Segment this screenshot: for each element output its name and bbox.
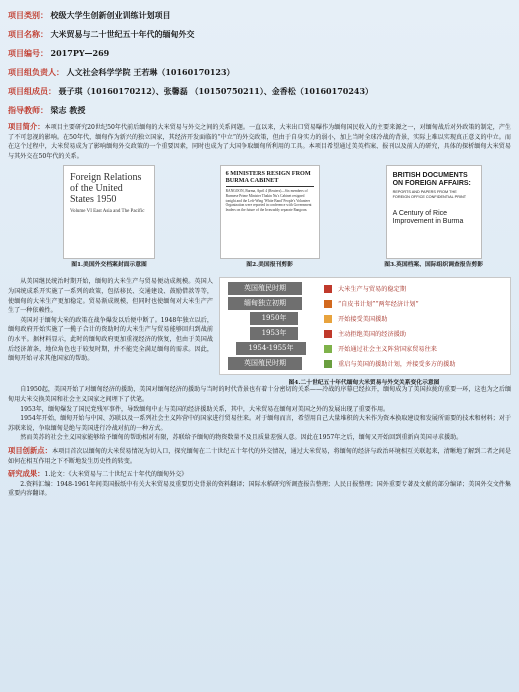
body-paragraph-3: 自1950起，美国开始了对缅甸经济的援助，美国对缅甸经济的援助与当时的时代背景也有着十分密切的关系——冷战的序幕已经拉开，缅甸成为了美国拉拢的重要一环，这也为之后缅甸用大米交换美国和社会主义国家之间埋下了伏笔。 [8, 386, 512, 403]
history-paragraph-2: 英国对于缅甸大米的政策在战争爆发以后便中断了。1948年独立以后，缅甸政府开始实施了一揽子合计的资助时的大米生产与贸易能够回归到战前的水平。据材料显示，此时的缅甸政府更加重视经济的恢复，但由于美国战后经济萧条，地位角色也于较复时期，并不能完全满足缅甸的需求。因此，缅甸开始寻求其他国家的帮助。 [8, 316, 213, 363]
book-title: Foreign Relations of the United States 1950 [70, 172, 142, 206]
brit-title: BRITISH DOCUMENTS ON FOREIGN AFFAIRS: [392, 172, 471, 188]
timeline-row [250, 312, 388, 325]
project-name-label: 项目名称： [8, 29, 48, 39]
timeline-period-label: 缅甸独立初期 [228, 297, 302, 310]
figure-1-caption: 图1.美国外交档案封面示意图 [71, 262, 147, 269]
results-paragraph [8, 469, 511, 480]
advisor-row [8, 101, 511, 120]
timeline-description: 开始接受美国援助 [338, 316, 388, 324]
figure-3-caption: 图3.英国档案、国际组织调查报告剪影 [384, 262, 483, 269]
news-headline: 6 MINISTERS RESIGN FROM BURMA CABINET [226, 170, 314, 187]
timeline-box [219, 277, 511, 375]
innovation-paragraph [8, 446, 511, 466]
body-paragraph-5: 1954年开始，缅甸开始与中国、苏联以及一系列社会主义阵营中的国家进行贸易往来。对于缅甸而言，希望用自己大量堆积的大米作为资本换取建设和发展所需要的技术和材料；对于苏联来说，争取缅甸是绝与美国进行冷战对抗的一种方式。 [8, 415, 512, 432]
figure-4-caption: 图4.二十世纪五十年代缅甸大米贸易与外交关系变化示意图 [288, 380, 440, 387]
timeline-marker-square [324, 285, 332, 293]
timeline-description: 大米生产与贸易的稳定期 [338, 286, 407, 294]
timeline-figure [219, 277, 509, 385]
advisor-value: 梁志 教授 [50, 105, 86, 115]
figure-3 [384, 165, 483, 275]
results-label: 研究成果： [8, 469, 45, 479]
project-leader-label: 项目组负责人： [8, 67, 64, 77]
timeline-period-label: 1953年 [250, 327, 298, 340]
innovation-label: 项目创新点： [8, 445, 52, 455]
figure-2-caption: 图2.美国报刊剪影 [246, 262, 293, 269]
timeline-description: 主动拒绝美国的经济援助 [338, 331, 407, 339]
british-documents-image [386, 165, 482, 259]
timeline-marker-square [324, 300, 332, 308]
figure-1 [63, 165, 155, 275]
project-id-row [8, 44, 511, 63]
results-item-2: 2.资料汇编：1948-1961年间美国报纸中有关大米贸易及重要历史背景的资料翻译；国际水稻研究所调查报告整理；人民日报整理；国外重要专著及文献的部分编译；美国外交文件集重要内容翻译。 [8, 480, 511, 498]
timeline-marker-square [324, 360, 332, 368]
newspaper-clipping-image [220, 165, 320, 259]
timeline-row [228, 282, 406, 295]
book-subtitle: Volume VI East Asia and The Pacific [70, 209, 145, 215]
news-body: RANGOON, Burma, April 4 (Reuters)—Six members of Burmese Prime Minister Thakin Nu's Cabinet resigned tonight and the Left-Wing 'White Band' People's Volunteer Organization were reported in conference with Government leaders on the future of the Irrawaddy separate Rangoon. [225, 189, 312, 212]
history-paragraph-1: 从美国继民统治时期开始，缅甸的大米生产与贸易便动成规模。英国人为国统成系开实施了一系列的政策，包括移民、交通建设、鼓励借款等等，使缅甸的大米生产更加稳定。贸易渐成规模，但同时也使缅甸对大米生产产生了一种依赖性。 [8, 278, 213, 315]
intro-text: 本项目主要研究20世纪50年代前后缅甸的大米贸易与外交之间的关系问题。一直以来，大米出口贸易曝作为缅甸国民收入的主要来源之一，对缅甸战后对外政策的制定，产生了不可忽视的影响。在50年代，缅甸作为新兴的独立国家，其经济开发面临的“中立”的外交政策，但由于自身实力的弱小，加上当时全球冷战的背景，实际上难以实现真正意义的中立。而在这个过程中，大米贸易成为了影响缅甸外交政策的一个重要因素，同时也成为了大国争取缅甸所利用的工具。本项目希望通过美英档案、报刊以及前人的研究，具体的探析缅甸大米贸易与其外交在50年代的关系。 [8, 124, 512, 160]
project-id-value: 2017PY—269 [50, 48, 110, 58]
brit-subtitle: REPORTS AND PAPERS FROM THE FOREIGN OFFICE CONFIDENTIAL PRINT [392, 190, 467, 199]
timeline-row [250, 327, 406, 340]
timeline-period-label: 1954-1955年 [236, 342, 306, 355]
innovation-text: 本项目首次以缅甸的大米贸易情况为切入口，探究缅甸在二十世纪五十年代的外交情况，通过大米贸易，将缅甸的经济与政治环境相互关联起来，清晰地了解到二者之间是如何在相互作用之下不断地发生历史性的转变。 [8, 447, 512, 465]
project-name-row [8, 25, 511, 44]
project-id-label: 项目编号： [8, 48, 48, 58]
body-paragraph-4: 1953年，缅甸爆发了国民党残军事件，导致缅甸中止与美国的经济援助关系，其中，大米贸易在缅甸对美国之外的发展出现了重要作用。 [20, 405, 390, 413]
book-cover-image [63, 165, 155, 259]
project-members-value: 聂子琪（10160170212）、张馨磊 （10150750211）、金香松（10160170243） [58, 86, 374, 96]
body-paragraph-6: 然而美苏的社会主义国家能够给予缅甸的帮助相对有限，苏联给予缅甸的物资数量不及且质量差强人意。因此在1957年之后，缅甸又开始回到重新向美国寻求援助。 [20, 434, 463, 442]
project-members-label: 项目组成员： [8, 86, 56, 96]
timeline-row [228, 297, 419, 310]
timeline-marker-square [324, 315, 332, 323]
brit-book-title: A Century of Rice Improvement in Burma [392, 209, 464, 225]
advisor-label: 指导教师： [8, 105, 48, 115]
intro-label: 项目简介： [8, 122, 45, 131]
figures-row [8, 165, 511, 275]
timeline-marker-square [324, 345, 332, 353]
timeline-description: “自皮书计划”“两年经济计划” [338, 301, 419, 309]
timeline-row [236, 342, 437, 355]
timeline-period-label: 英国殖民时期 [228, 282, 302, 295]
project-category-row [8, 6, 511, 25]
timeline-description: 开始通过社会主义阵营国家贸易往来 [338, 346, 437, 354]
figure-2 [220, 165, 320, 275]
timeline-period-label: 1950年 [250, 312, 298, 325]
timeline-row [228, 357, 456, 370]
middle-section [8, 277, 511, 385]
project-category-value: 校级大学生创新创业训练计划项目 [50, 10, 171, 20]
timeline-period-label: 英国殖民时期 [228, 357, 302, 370]
history-text-column [8, 277, 213, 385]
results-item-1: 1.论文：《大米贸易与二十世纪五十年代的缅甸外交》 [44, 471, 188, 479]
project-members-row [8, 82, 511, 101]
project-leader-value: 人文社会科学学院 王若琳（10160170123） [66, 67, 235, 77]
project-category-label: 项目类别： [8, 10, 48, 20]
intro-paragraph [8, 122, 511, 161]
timeline-description: 重启与美国的援助计划，并接受多方的援助 [338, 361, 456, 369]
project-name-value: 大米贸易与二十世纪五十年代的缅甸外交 [50, 29, 195, 39]
project-leader-row [8, 63, 511, 82]
timeline-marker-square [324, 330, 332, 338]
